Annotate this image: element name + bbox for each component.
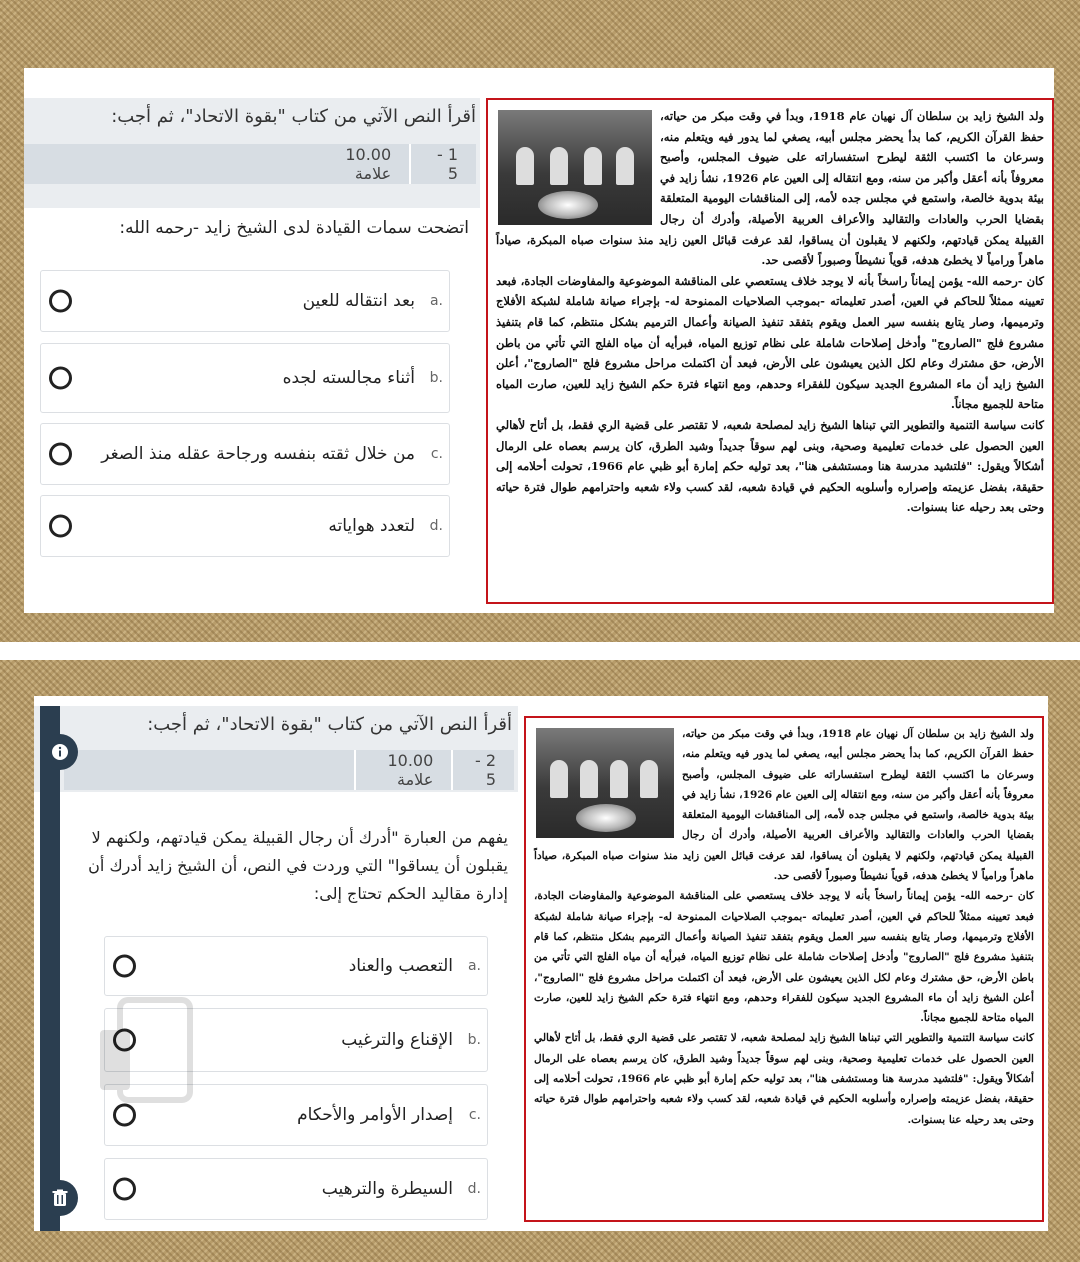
screenshot-separator [0,642,1080,660]
passage-paragraph-1: ولد الشيخ زايد بن سلطان آل نهيان عام 1918، وبدأ في وقت مبكر من حياته، حفظ القرآن الكريم، كما بدأ يحضر مجلس أبيه، يصغي لما يدور فيه ويتعلم منه، وسرعان ما اكتسب الثقة ليطرح استفساراته على ضيوف المجلس، وأصبح معروفاً بأنه أعقل وأكبر من سنه، ومع انتقاله إلى العين عام 1926، نشأ زايد في بيئة بدوية خالصة، واستمع في مجلس جده لأمه، إلى المناقشات اليومية المتعلقة بقضايا الحرب والعادات والتقاليد والأعراف العربية الأصيلة، وأدرك أن رجال القبيلة يمكن قيادتهم، ولكنهم لا يقبلون أن يساقوا، لقد عرفت قبائل العين زايد منذ سنوات صباه المبكرة، صياداً ماهراً ورامياً لا يخطئ هدفه، قوياً نشيطاً وصبوراً لأقصى حد. [534,728,1035,883]
passage-photo [498,110,652,225]
radio-button[interactable] [113,955,136,978]
passage-photo [536,728,674,838]
option-text: السيطرة والترهيب [321,1179,453,1199]
option-letter: b. [429,370,443,386]
reading-passage [486,98,1054,604]
radio-button[interactable] [49,515,72,538]
radio-button[interactable] [49,290,72,313]
question-text: اتضحت سمات القيادة لدى الشيخ زايد -رحمه الله: [119,218,469,238]
answer-option-b[interactable] [40,343,450,413]
radio-button[interactable] [113,1178,136,1201]
passage-paragraph-2: كان -رحمه الله- يؤمن إيماناً راسخاً بأنه لا يوجد خلاف يستعصي على المناقشة الموضوعية والمفاوضات الجادة، فبعد تعيينه ممثلاً للحاكم في العين، أصدر تعليماته -بموجب الصلاحيات الممنوحة له- بإجراء صيانة شاملة لشبكة الأفلاج وترميمها، وصار يتابع بنفسه سير العمل ويقوم بتفقد تنفيذ الصيانة وأعمال الترميم بشكل منتظم، كما قام بتنفيذ مشروع فلج "الصاروج" وأدخل إصلاحات شاملة على نظام توزيع المياه، فبرأيه أن مياه الفلج التي تأتي من باطن الأرض، حق مشترك وعام لكل الذين يعيشون على الأرض، فبعد أن اكتملت مراحل مشروع فلج "الصاروج"، أعلن الشيخ زايد أن ماء المشروع الجديد سيكون للفقراء وحدهم، ومع انتهاء فترة حكم الشيخ زايد للعين، صارت المياه متاحة للجميع مجاناً. [496,273,1044,412]
info-icon[interactable] [42,734,78,770]
option-text: التعصب والعناد [348,956,453,976]
question-instruction: أقرأ النص الآتي من كتاب "بقوة الاتحاد"، ثم أجب: [111,106,476,127]
question-panel-1 [24,68,1054,613]
option-letter: d. [467,1181,481,1197]
option-letter: c. [430,446,443,462]
option-letter: c. [468,1107,481,1123]
option-text: الإقناع والترغيب [341,1030,453,1050]
radio-button[interactable] [49,367,72,390]
answer-option-a[interactable] [104,936,488,996]
option-letter: a. [429,293,443,309]
question-meta [354,750,514,790]
question-meta [302,144,476,184]
watermark-logo [60,990,250,1110]
answer-option-a[interactable] [40,270,450,332]
answer-option-d[interactable] [40,495,450,557]
option-letter: b. [467,1032,481,1048]
passage-paragraph-3: كانت سياسة التنمية والتطوير التي تبناها الشيخ زايد لمصلحة شعبه، لا تقتصر على قضية الري فقط، بل أتاح لأهالي العين الحصول على خدمات تعليمية وصحية، وبنى لهم سوقاً جديداً وشيد الطرق، كان يرسم بعصاه على الرمال أشكالاً ويقول: "فلتشيد مدرسة هنا ومستشفى هنا"، بعد توليه حكم إمارة أبو ظبي عام 1966، تحولت أحلامه إلى حقيقة، بفضل عزيمته وإصراره وأسلوبه الحكيم في قيادة شعبه، لقد كسب ولاء شعبه واحترامهم طوال فترة حياته وحتى بعد رحيله عنا بسنوات. [534,1032,1034,1126]
option-text: أثناء مجالسته لجده [282,368,415,388]
trash-icon[interactable] [42,1180,78,1216]
passage-paragraph-3: كانت سياسة التنمية والتطوير التي تبناها الشيخ زايد لمصلحة شعبه، لا تقتصر على قضية الري فقط، بل أتاح لأهالي العين الحصول على خدمات تعليمية وصحية، وبنى لهم سوقاً جديداً وشيد الطرق، كان يرسم بعصاه على الرمال أشكالاً ويقول: "فلتشيد مدرسة هنا ومستشفى هنا"، بعد توليه حكم إمارة أبو ظبي عام 1966، تحولت أحلامه إلى حقيقة، بفضل عزيمته وإصراره وأسلوبه الحكيم في قيادة شعبه، لقد كسب ولاء شعبه واحترامهم طوال فترة حياته وحتى بعد رحيله عنا بسنوات. [496,417,1045,515]
radio-button[interactable] [49,443,72,466]
passage-paragraph-2: كان -رحمه الله- يؤمن إيماناً راسخاً بأنه لا يوجد خلاف يستعصي على المناقشة الموضوعية والمفاوضات الجادة، فبعد تعيينه ممثلاً للحاكم في العين، أصدر تعليماته -بموجب الصلاحيات الممنوحة له- بإجراء صيانة شاملة لشبكة الأفلاج وترميمها، وصار يتابع بنفسه سير العمل ويقوم بتفقد تنفيذ الصيانة وأعمال الترميم بشكل منتظم، كما قام بتنفيذ مشروع فلج "الصاروج" وأدخل إصلاحات شاملة على نظام توزيع المياه، فبرأيه أن مياه الفلج التي تأتي من باطن الأرض، حق مشترك وعام لكل الذين يعيشون على الأرض، فبعد أن اكتملت مراحل مشروع فلج "الصاروج"، أعلن الشيخ زايد أن ماء المشروع الجديد سيكون للفقراء وحدهم، ومع انتهاء فترة حكم الشيخ زايد للعين، صارت المياه متاحة للجميع مجاناً. [534,890,1034,1025]
option-text: لتعدد هواياته [328,516,415,536]
option-text: من خلال ثقته بنفسه ورجاحة عقله منذ الصغر [101,444,415,464]
question-panel-2 [34,696,1048,1231]
answer-option-d[interactable] [104,1158,488,1220]
question-points: 10.00 علامة [354,750,451,790]
option-text: بعد انتقاله للعين [302,291,415,311]
background-strip [0,0,1080,40]
question-points: 10.00 علامة [302,144,409,184]
question-meta-fill [24,144,304,184]
option-letter: d. [429,518,443,534]
side-toolbar [40,706,60,1231]
reading-passage [524,716,1044,1222]
option-letter: a. [467,958,481,974]
passage-paragraph-1: ولد الشيخ زايد بن سلطان آل نهيان عام 1918، وبدأ في وقت مبكر من حياته، حفظ القرآن الكريم، كما بدأ يحضر مجلس أبيه، يصغي لما يدور فيه ويتعلم منه، وسرعان ما اكتسب الثقة ليطرح استفساراته على ضيوف المجلس، وأصبح معروفاً بأنه أعقل وأكبر من سنه، ومع انتقاله إلى العين عام 1926، نشأ زايد في بيئة بدوية خالصة، واستمع في مجلس جده لأمه، إلى المناقشات اليومية المتعلقة بقضايا الحرب والعادات والتقاليد والأعراف العربية الأصيلة، وأدرك أن رجال القبيلة يمكن قيادتهم، ولكنهم لا يقبلون أن يساقوا، لقد عرفت قبائل العين زايد منذ سنوات صباه المبكرة، صياداً ماهراً ورامياً لا يخطئ هدفه، قوياً نشيطاً وصبوراً لأقصى حد. [496,109,1044,268]
question-number: 1 - 5 [409,144,476,184]
question-text: يفهم من العبارة "أدرك أن رجال القبيلة يمكن قيادتهم، ولكنهم لا يقبلون أن يساقوا" التي وردت في النص، أن الشيخ زايد أدرك أن إدارة مقاليد الحكم تحتاج إلى: [88,828,508,903]
question-instruction: أقرأ النص الآتي من كتاب "بقوة الاتحاد"، ثم أجب: [147,714,512,735]
answer-option-c[interactable] [40,423,450,485]
option-text: إصدار الأوامر والأحكام [297,1105,453,1125]
question-meta-fill [64,750,354,790]
question-number: 2 - 5 [451,750,514,790]
